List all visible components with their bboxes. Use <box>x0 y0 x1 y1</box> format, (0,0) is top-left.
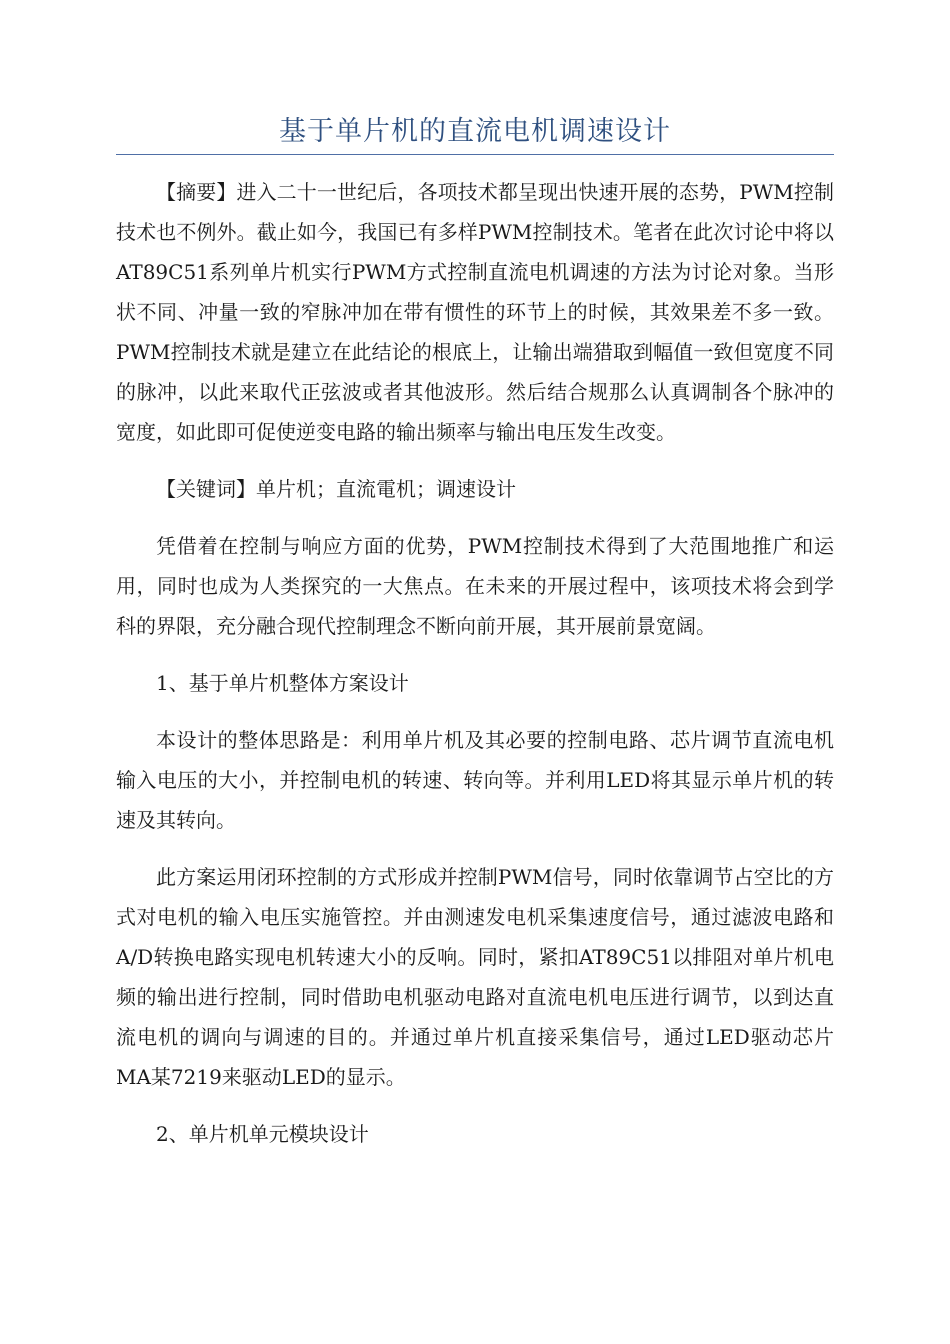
section-1-paragraph-1: 本设计的整体思路是：利用单片机及其必要的控制电路、芯片调节直流电机输入电压的大小，并控制电机的转速、转向等。并利用LED将其显示单片机的转速及其转向。 <box>116 728 834 832</box>
title-divider <box>116 154 834 155</box>
document-body <box>116 172 834 1171</box>
keywords-paragraph: 【关键词】单片机；直流電机；调速设计 <box>156 477 516 501</box>
abstract-paragraph: 【摘要】进入二十一世纪后，各项技术都呈现出快速开展的态势，PWM控制技术也不例外。截止如今，我国已有多样PWM控制技术。笔者在此次讨论中将以AT89C51系列单片机实行PWM方式控制直流电机调速的方法为讨论对象。当形状不同、冲量一致的窄脉冲加在带有惯性的环节上的时候，其效果差不多一致。PWM控制技术就是建立在此结论的根底上，让输出端猎取到幅值一致但宽度不同的脉冲，以此来取代正弦波或者其他波形。然后结合规那么认真调制各个脉冲的宽度，如此即可促使逆变电路的输出频率与输出电压发生改变。 <box>116 180 834 444</box>
section-1-heading: 1、基于单片机整体方案设计 <box>156 671 409 695</box>
section-2-heading: 2、单片机单元模块设计 <box>156 1122 369 1146</box>
section-1-paragraph-2: 此方案运用闭环控制的方式形成并控制PWM信号，同时依靠调节占空比的方式对电机的输入电压实施管控。并由测速发电机采集速度信号，通过滤波电路和A/D转换电路实现电机转速大小的反响。同时，紧扣AT89C51以排阻对单片机电频的输出进行控制，同时借助电机驱动电路对直流电机电压进行调节，以到达直流电机的调向与调速的目的。并通过单片机直接采集信号，通过LED驱动芯片MA某7219来驱动LED的显示。 <box>116 865 834 1089</box>
document-title: 基于单片机的直流电机调速设计 <box>279 116 671 147</box>
intro-paragraph: 凭借着在控制与响应方面的优势，PWM控制技术得到了大范围地推广和运用，同时也成为人类探究的一大焦点。在未来的开展过程中，该项技术将会到学科的界限，充分融合现代控制理念不断向前开展，其开展前景宽阔。 <box>116 534 834 638</box>
